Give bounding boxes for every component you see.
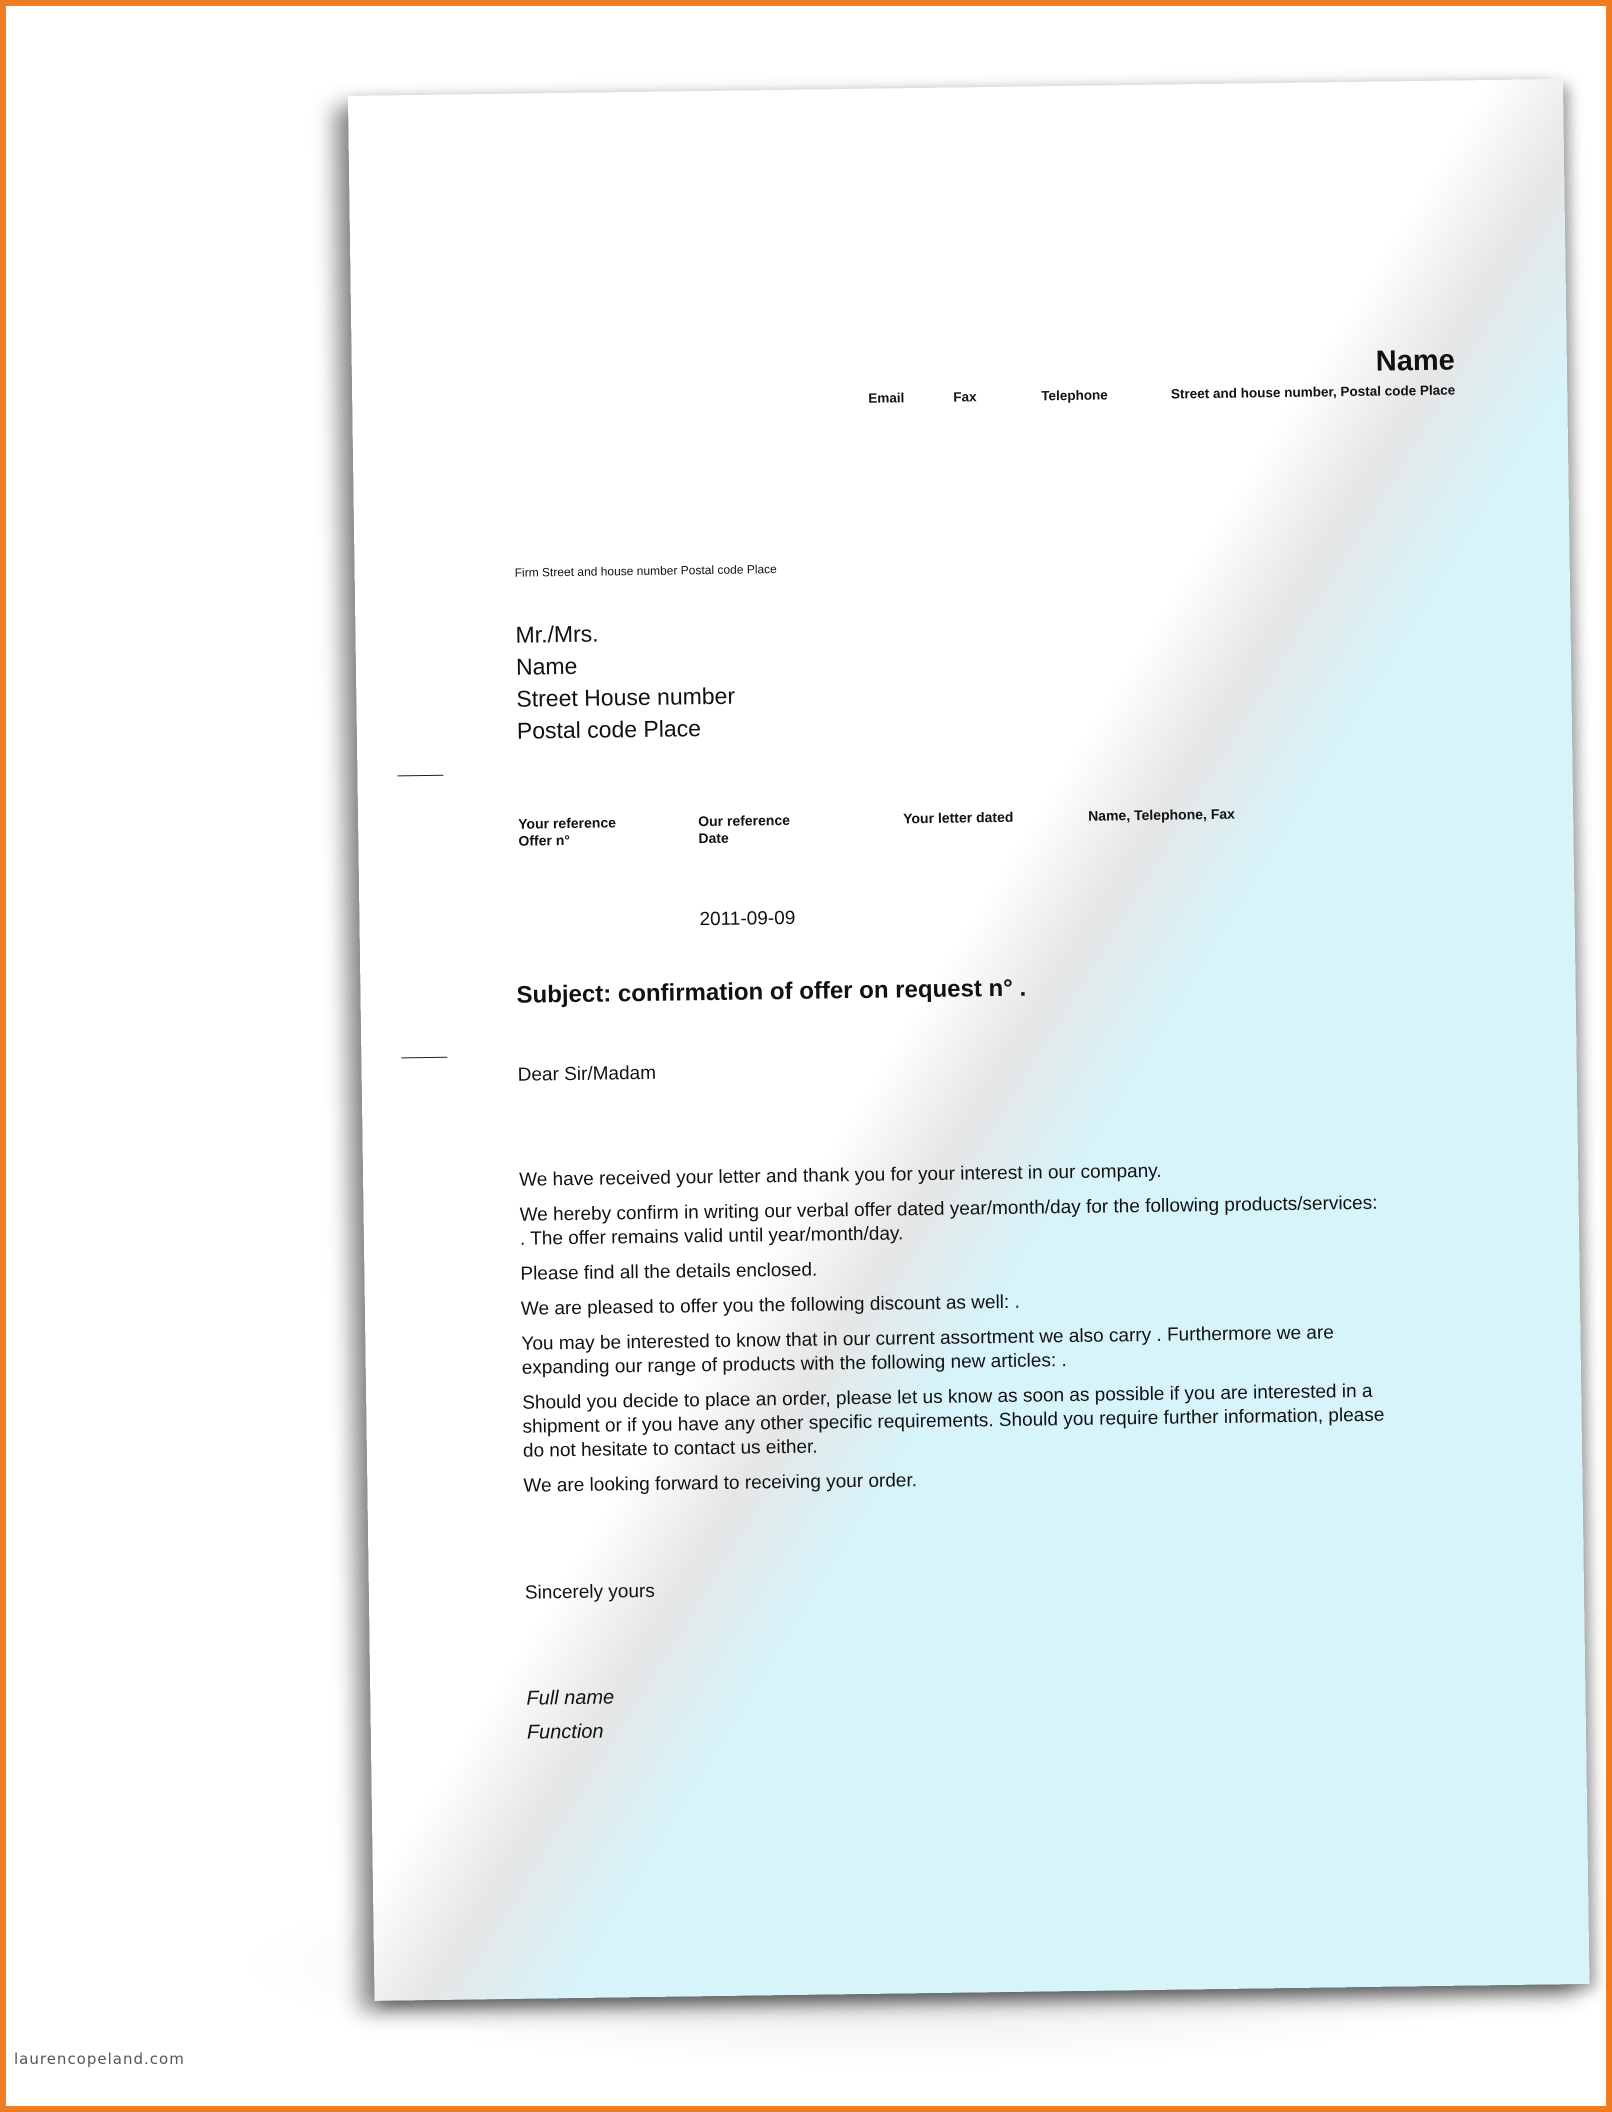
recipient-postal: Postal code Place: [516, 715, 702, 744]
letter-date: 2011-09-09: [699, 907, 796, 931]
recipient-name: Name: [515, 652, 578, 680]
fax-label: Fax: [953, 389, 977, 405]
email-label: Email: [868, 390, 905, 406]
subject-line: Subject: confirmation of offer on request n° .: [516, 974, 1027, 1009]
your-letter-dated-label: Your letter dated: [903, 808, 1014, 827]
return-address-line: Firm Street and house number Postal code Place: [514, 562, 777, 580]
name-telephone-fax-label: Name, Telephone, Fax: [1088, 805, 1235, 824]
body-paragraph-6-line-1: Should you decide to place an order, please let us know as soon as possible if you are interested in a: [522, 1380, 1373, 1414]
body-paragraph-2-line-1: We hereby confirm in writing our verbal offer dated year/month/day for the following products/services:: [519, 1192, 1378, 1226]
fold-mark-middle: [401, 1057, 447, 1059]
body-paragraph-7: We are looking forward to receiving your order.: [523, 1470, 918, 1497]
body-paragraph-4: We are pleased to offer you the following discount as well: .: [520, 1291, 1020, 1320]
body-paragraph-2-line-2: . The offer remains valid until year/month/day.: [519, 1223, 904, 1250]
recipient-street: Street House number: [516, 682, 736, 712]
sender-name: Name: [1375, 344, 1456, 378]
greeting: Dear Sir/Madam: [517, 1062, 657, 1086]
fold-mark-top: [397, 775, 443, 777]
telephone-label: Telephone: [1041, 387, 1108, 404]
body-paragraph-5-line-1: You may be interested to know that in our current assortment we also carry . Furthermore we are: [521, 1322, 1334, 1355]
site-watermark: laurencopeland.com: [14, 2050, 185, 2068]
body-paragraph-6-line-2: shipment or if you have any other specific requirements. Should you require further information, please: [522, 1404, 1385, 1438]
closing: Sincerely yours: [524, 1580, 655, 1604]
signature-function: Function: [526, 1720, 604, 1744]
body-paragraph-5-line-2: expanding our range of products with the following new articles: .: [521, 1350, 1067, 1379]
date-label: Date: [698, 829, 729, 847]
body-paragraph-1: We have received your letter and thank you for your interest in our company.: [519, 1160, 1162, 1191]
our-reference-label: Our reference: [698, 811, 791, 830]
recipient-salutation: Mr./Mrs.: [515, 620, 599, 648]
your-reference-label: Your reference: [518, 814, 617, 832]
body-paragraph-6-line-3: do not hesitate to contact us either.: [522, 1436, 818, 1462]
letter-page: [348, 79, 1589, 2001]
signature-full-name: Full name: [526, 1686, 615, 1710]
sender-street-label: Street and house number, Postal code Place: [1170, 382, 1456, 402]
body-paragraph-3: Please find all the details enclosed.: [520, 1259, 818, 1285]
offer-number-label: Offer n°: [518, 831, 571, 849]
